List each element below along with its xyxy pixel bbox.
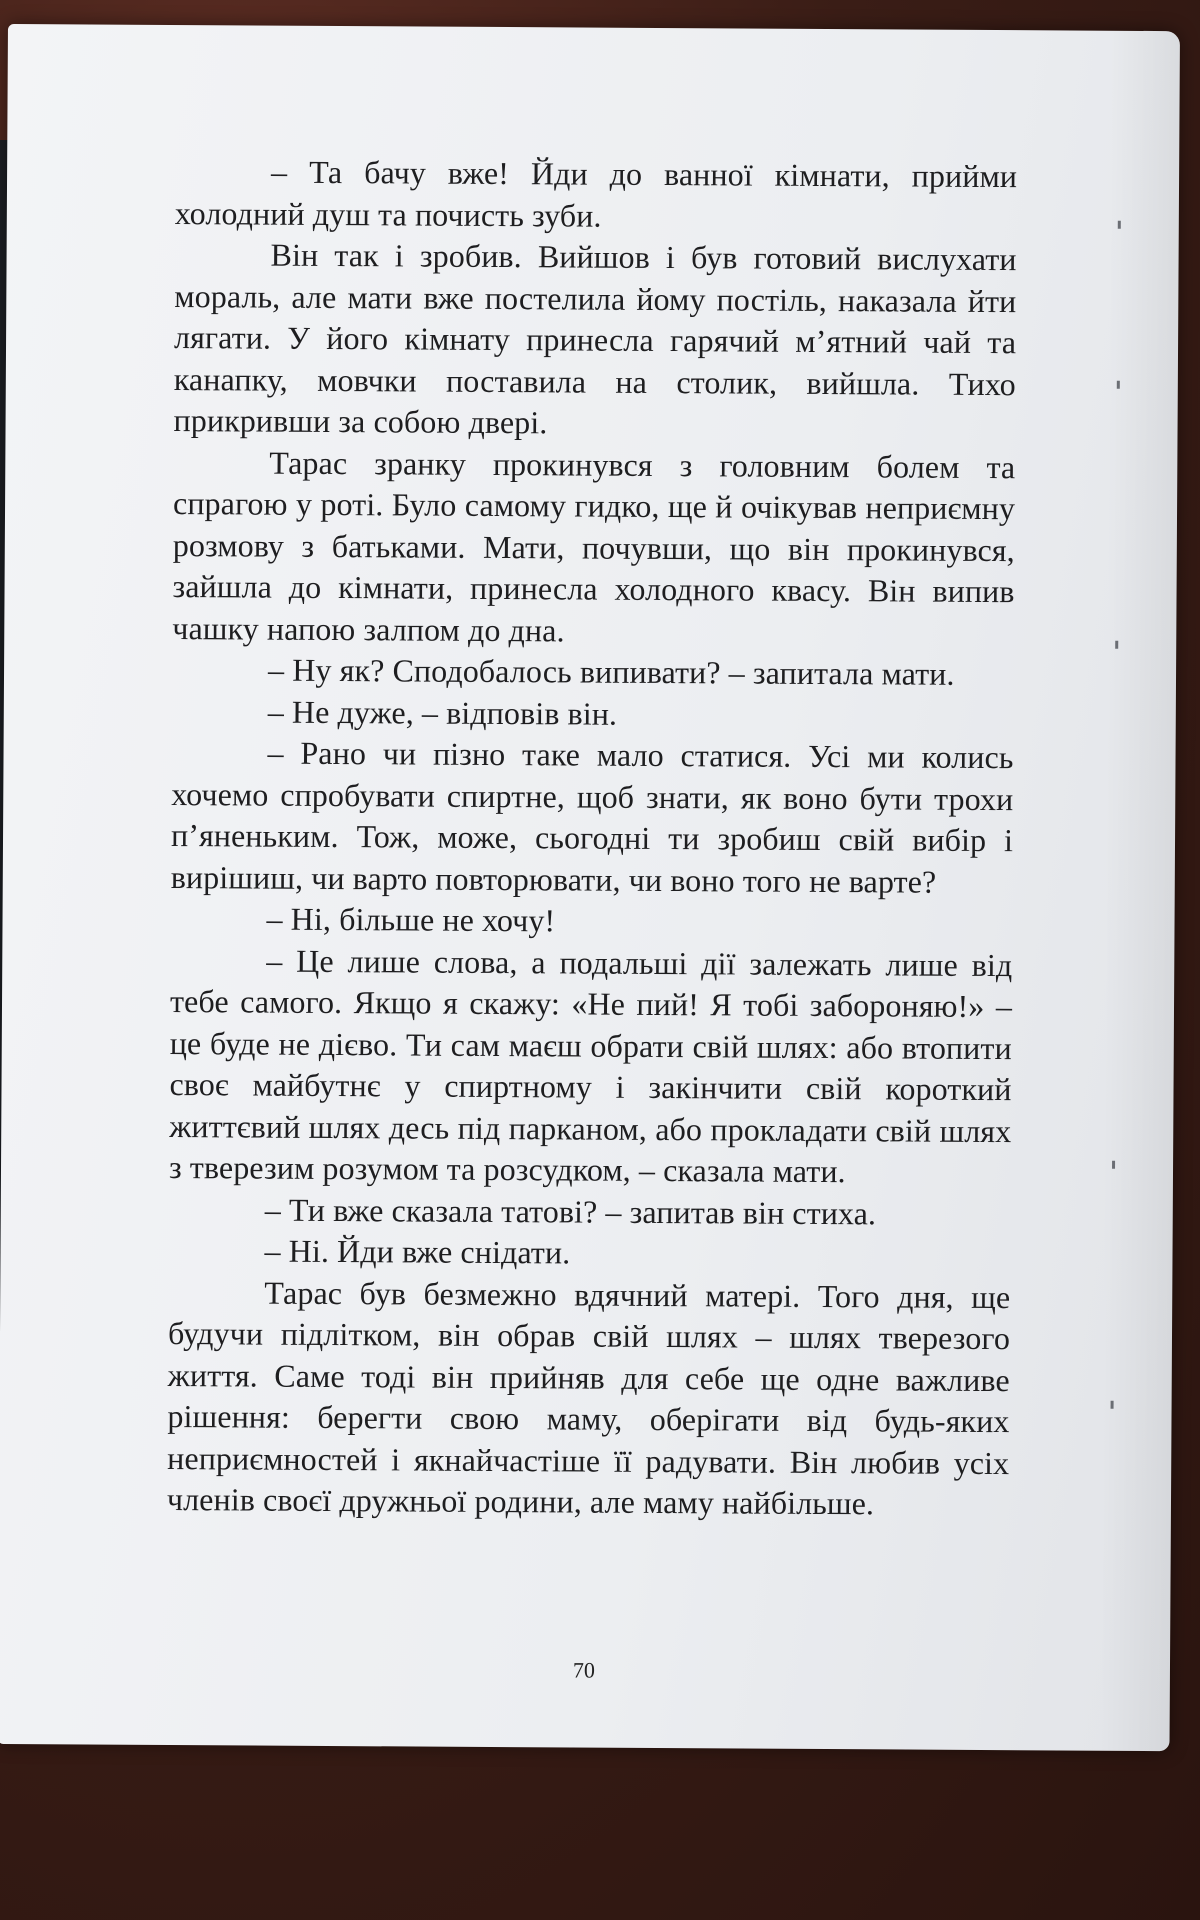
- page-edge-mark: [1118, 221, 1121, 229]
- paragraph: Тарас був безмежно вдячний матері. Того дня, ще будучи підлітком, він обрав свій шлях – шлях тверезого життя. Саме тоді він прийняв для себе ще одне важливе рішення: берегти свою маму, оберігати від будь-яких неприємностей і якнайчастіше її радувати. Він любив усіх членів своєї дружньої родини, але маму найбільше.: [166, 1274, 1011, 1522]
- paragraph: – Ну як? Сподобалось випивати? – запитала мати.: [267, 651, 955, 692]
- page-edge-mark: [1112, 1161, 1115, 1169]
- page-edge-mark: [1117, 381, 1120, 389]
- page-edge-mark: [1111, 1401, 1114, 1409]
- paragraph: – Ти вже сказала татові? – запитав він стиха.: [264, 1191, 877, 1231]
- paragraph: Він так і зробив. Вийшов і був готовий вислухати мораль, але мати вже постелила йому постіль, наказала йти лягати. У його кімнату принесла гарячий м’ятний чай та канапку, мовчки поставила на столик, вийшла. Тихо прикривши за собою двері.: [173, 236, 1017, 441]
- paragraph: Тарас зранку прокинувся з головним болем та спрагою у роті. Було самому гидко, ще й очікував неприємну розмову з батьками. Мати, почувши, що він прокинувся, зайшла до кімнати, принесла холодного квасу. Він випив чашку напою залпом до дна.: [172, 444, 1016, 648]
- paragraph: – Ні, більше не хочу!: [266, 900, 556, 939]
- paragraph: – Рано чи пізно таке мало статися. Усі ми колись хочемо спробувати спиртне, щоб знати, як воно бути трохи п’яненьким. Тож, може, сьогодні ти зробиш свій вибір і вирішиш, чи варто повторювати, чи воно того не варте?: [170, 734, 1014, 900]
- page-number: 70: [572, 1657, 596, 1683]
- page-edge-mark: [1115, 641, 1118, 649]
- paragraph: – Ні. Йди вже снідати.: [264, 1232, 571, 1271]
- paragraph: – Це лише слова, а подальші дії залежать лише від тебе самого. Якщо я скажу: «Не пий! Я тобі забороняю!» – це буде не дієво. Ти сам маєш обрати свій шлях: або втопити своє майбутнє у спиртному і закінчити свій короткий життєвий шлях десь під парканом, або прокладати свій шлях з тверезим розумом та розсудком, – сказала мати.: [168, 942, 1013, 1190]
- page-gutter-shadow: [1099, 31, 1180, 1751]
- paragraph: – Не дуже, – відповів він.: [267, 693, 618, 732]
- book-page: [0, 24, 1180, 1751]
- page-text: [167, 151, 1017, 1526]
- paragraph: – Та бачу вже! Йди до ванної кімнати, прийми холодний душ та почисть зуби.: [174, 153, 1018, 234]
